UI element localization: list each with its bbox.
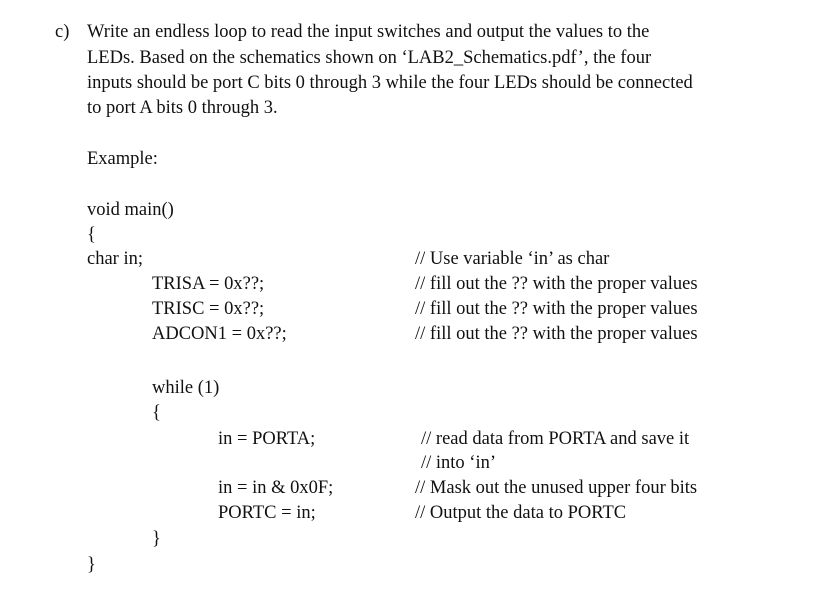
question-line-1: Write an endless loop to read the input switches and output the values to the — [87, 22, 650, 42]
main-signature: void main() — [87, 200, 174, 220]
while-close-brace: } — [152, 529, 161, 549]
output-portc-statement: PORTC = in; — [218, 503, 316, 523]
question-line-2: LEDs. Based on the schematics shown on ‘LAB2_Schematics.pdf’, the four — [87, 48, 652, 68]
read-porta-comment: // read data from PORTA and save it — [421, 429, 690, 449]
adcon1-comment: // fill out the ?? with the proper values — [415, 324, 698, 344]
adcon1-statement: ADCON1 = 0x??; — [152, 324, 287, 344]
main-close-brace: } — [87, 555, 96, 575]
question-label: c) — [55, 22, 70, 42]
output-portc-comment: // Output the data to PORTC — [415, 503, 627, 523]
mask-comment: // Mask out the unused upper four bits — [415, 478, 698, 498]
while-open-brace: { — [152, 403, 161, 423]
mask-statement: in = in & 0x0F; — [218, 478, 334, 498]
trisc-comment: // fill out the ?? with the proper values — [415, 299, 698, 319]
declaration-comment: // Use variable ‘in’ as char — [415, 249, 610, 269]
while-statement: while (1) — [152, 378, 220, 398]
main-open-brace: { — [87, 225, 96, 245]
trisa-statement: TRISA = 0x??; — [152, 274, 265, 294]
trisc-statement: TRISC = 0x??; — [152, 299, 265, 319]
question-line-4: to port A bits 0 through 3. — [87, 98, 278, 118]
read-porta-statement: in = PORTA; — [218, 429, 316, 449]
example-label: Example: — [87, 149, 158, 169]
trisa-comment: // fill out the ?? with the proper values — [415, 274, 698, 294]
read-porta-comment-cont: // into ‘in’ — [421, 453, 497, 473]
question-line-3: inputs should be port C bits 0 through 3 while the four LEDs should be connected — [87, 73, 693, 93]
variable-declaration: char in; — [87, 249, 143, 269]
